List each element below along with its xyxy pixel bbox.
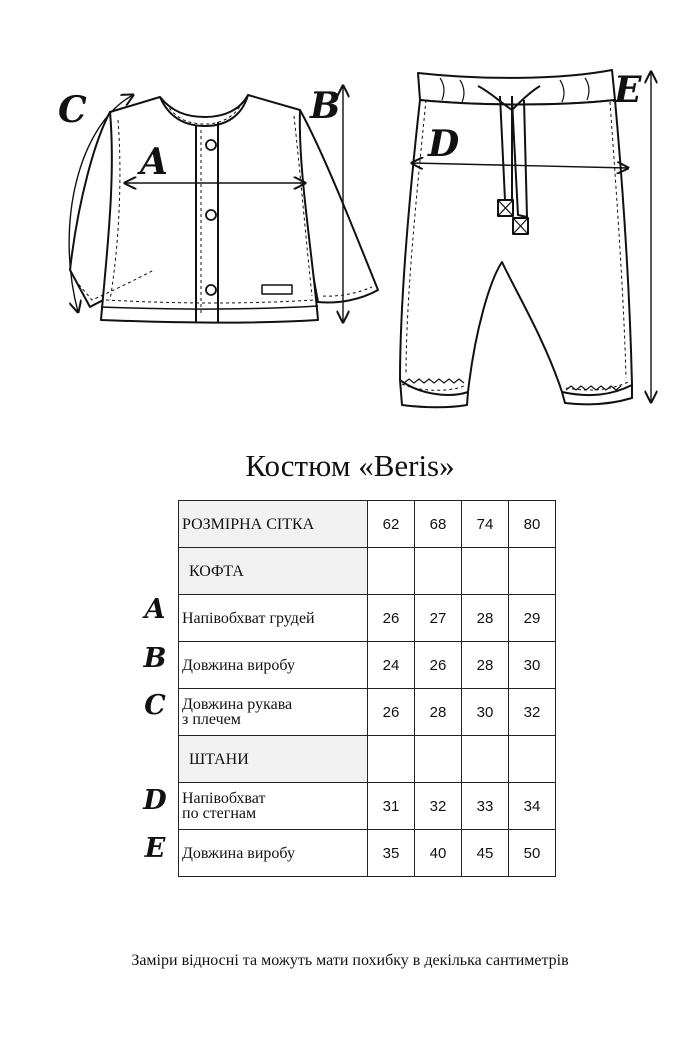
row-value: 32 [509, 689, 556, 736]
row-value: 26 [415, 642, 462, 689]
row-value: 45 [462, 830, 509, 877]
row-value: 26 [368, 595, 415, 642]
section-row-jacket [179, 548, 556, 595]
diagram-label-d: D [428, 123, 460, 165]
size-table [178, 500, 556, 877]
row-value: 29 [509, 595, 556, 642]
header-size: 80 [509, 501, 556, 548]
jacket-drawing [70, 95, 378, 323]
header-size: 74 [462, 501, 509, 548]
footnote: Заміри відносні та можуть мати похибку в декілька сантиметрів [131, 952, 569, 969]
table-row [179, 783, 556, 830]
garment-measurement-diagram [0, 0, 700, 420]
row-letter-a: A [144, 594, 166, 625]
row-value: 28 [462, 595, 509, 642]
row-value: 35 [368, 830, 415, 877]
row-value: 31 [368, 783, 415, 830]
row-label-line2: по стегнам [182, 805, 257, 822]
diagram-label-e: E [614, 69, 642, 111]
row-label-line2: з плечем [182, 711, 241, 728]
row-value: 40 [415, 830, 462, 877]
row-value: 24 [368, 642, 415, 689]
row-value: 32 [415, 783, 462, 830]
section-label: КОФТА [179, 548, 368, 595]
row-label [179, 689, 368, 736]
table-row [179, 689, 556, 736]
section-row-pants [179, 736, 556, 783]
row-letter-e: E [144, 833, 166, 864]
row-letter-c: C [144, 690, 166, 721]
row-value: 33 [462, 783, 509, 830]
row-value: 34 [509, 783, 556, 830]
row-label-line1: Напівобхват [182, 790, 266, 807]
row-label [179, 783, 368, 830]
row-letter-b: B [143, 643, 167, 674]
table-row [179, 642, 556, 689]
diagram-label-b: B [310, 85, 341, 127]
row-label-line1: Довжина рукава [182, 696, 293, 713]
section-label: ШТАНИ [179, 736, 368, 783]
page-title: Костюм «Beris» [245, 448, 455, 483]
row-value: 27 [415, 595, 462, 642]
row-value: 30 [462, 689, 509, 736]
row-value: 50 [509, 830, 556, 877]
table-header-row [179, 501, 556, 548]
row-label: Довжина виробу [179, 642, 368, 689]
header-size: 68 [415, 501, 462, 548]
row-value: 28 [462, 642, 509, 689]
row-value: 30 [509, 642, 556, 689]
diagram-label-c: C [58, 89, 87, 131]
row-letter-d: D [143, 785, 167, 816]
pants-drawing [400, 70, 632, 407]
diagram-label-a: A [140, 141, 168, 183]
table-row [179, 595, 556, 642]
header-label: РОЗМІРНА СІТКА [179, 501, 368, 548]
header-size: 62 [368, 501, 415, 548]
row-value: 28 [415, 689, 462, 736]
row-label: Напівобхват грудей [179, 595, 368, 642]
row-label: Довжина виробу [179, 830, 368, 877]
row-value: 26 [368, 689, 415, 736]
table-row [179, 830, 556, 877]
